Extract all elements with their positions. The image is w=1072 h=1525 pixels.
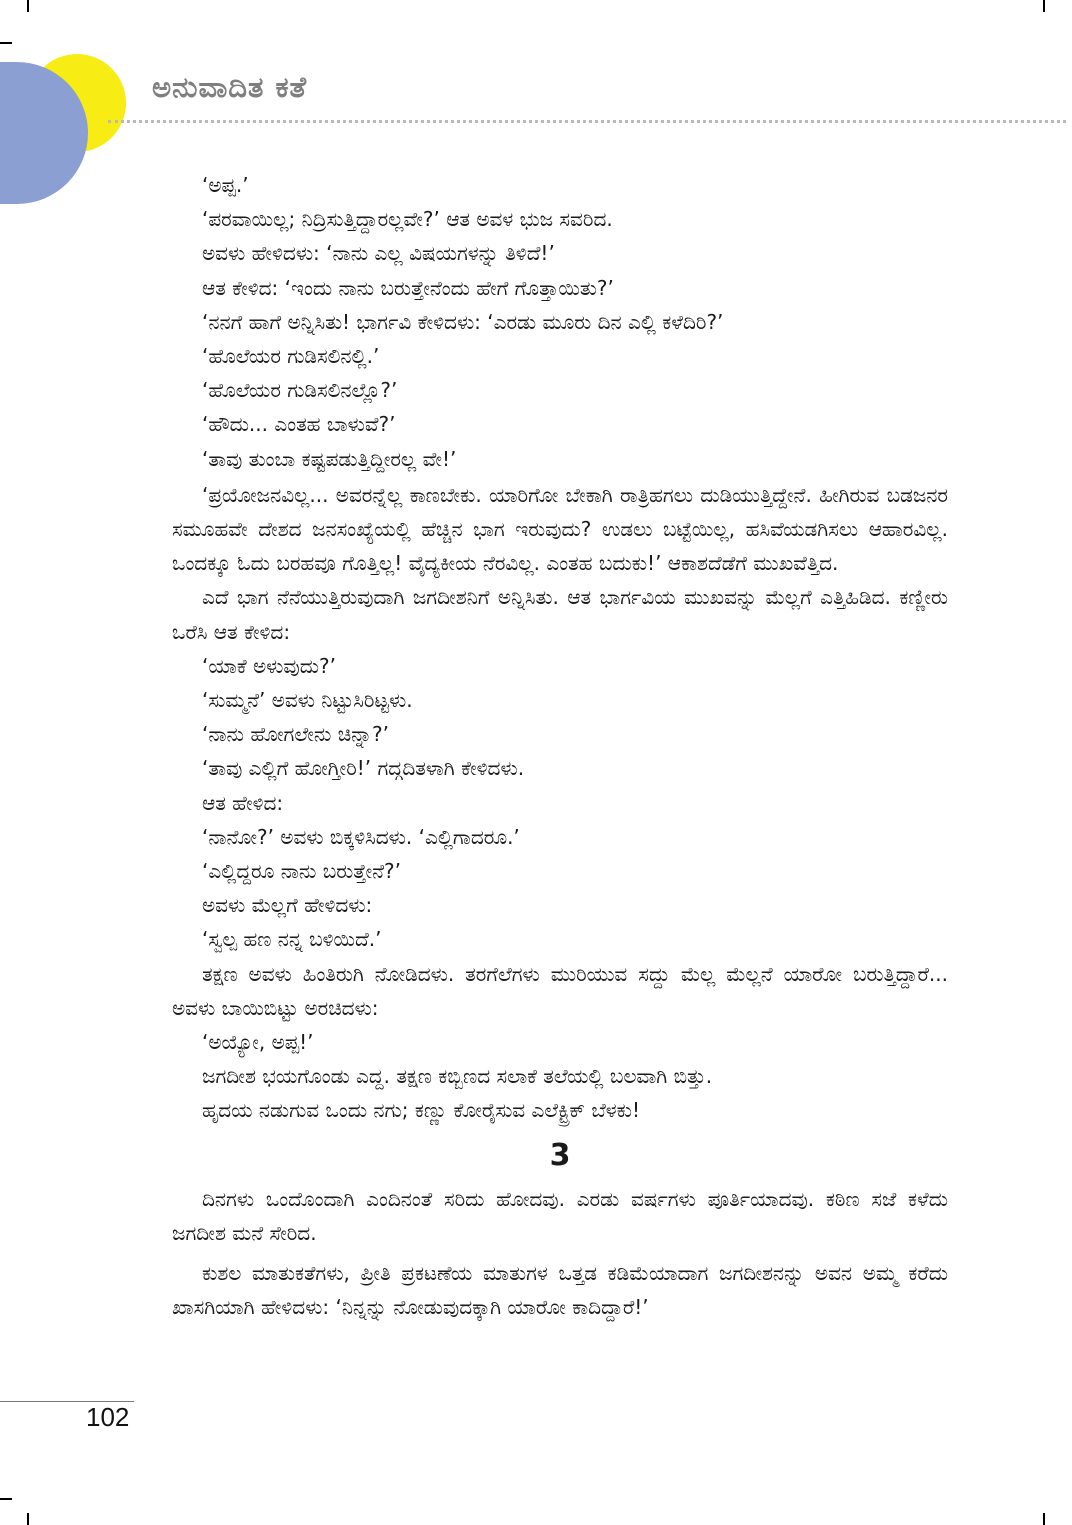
dialogue-line: ‘ಅಪ್ಪ.’: [202, 173, 249, 197]
paragraph: ಕುಶಲ ಮಾತುಕತೆಗಳು, ಪ್ರೀತಿ ಪ್ರಕಟಣೆಯ ಮಾತುಗಳ ಒತ್ತಡ ಕಡಿಮೆಯಾದಾಗ ಜಗದೀಶನನ್ನು ಅವನ ಅಮ್ಮ ಕರೆದು ಖಾಸಗಿಯಾಗಿ ಹೇಳಿದಳು: ‘ನಿನ್ನನ್ನು ನೋಡುವುದಕ್ಕಾಗಿ ಯಾರೋ ಕಾದಿದ್ದಾರೆ!’: [172, 1261, 948, 1320]
dialogue-line: ‘ಹೊಲೆಯರ ಗುಡಿಸಲಿನಲ್ಲೊ?’: [202, 378, 398, 403]
dialogue-line: ‘ನಾನು ಹೋಗಲೇನು ಚಿನ್ನಾ?’: [202, 722, 390, 747]
dialogue-line: ‘ನನಗೆ ಹಾಗೆ ಅನ್ನಿಸಿತು! ಭಾರ್ಗವಿ ಕೇಳಿದಳು: ‘ಎರಡು ಮೂರು ದಿನ ಎಲ್ಲಿ ಕಳೆದಿರಿ?’: [202, 309, 724, 334]
dialogue-line: ‘ಅಯ್ಯೋ, ಅಪ್ಪ!’: [202, 1030, 314, 1055]
paragraph: ತಕ್ಷಣ ಅವಳು ಹಿಂತಿರುಗಿ ನೋಡಿದಳು. ತರಗೆಲೆಗಳು ಮುರಿಯುವ ಸದ್ದು ಮೆಲ್ಲ ಮೆಲ್ಲನೆ ಯಾರೋ ಬರುತ್ತಿದ್ದಾರೆ... ಅವಳು ಬಾಯಿಬಿಟ್ಟು ಅರಚಿದಳು:: [172, 961, 948, 1020]
header-dotted-rule: [108, 120, 1066, 123]
dialogue-line: ಅವಳು ಮೆಲ್ಲಗೆ ಹೇಳಿದಳು:: [202, 893, 373, 918]
dialogue-line: ‘ಹೌದು... ಎಂತಹ ಬಾಳುವೆ?’: [202, 412, 396, 437]
crop-mark-top-right: [1043, 0, 1045, 12]
dialogue-line: ‘ಸುಮ್ಮನೆ’ ಅವಳು ನಿಟ್ಟುಸಿರಿಟ್ಟಳು.: [202, 688, 413, 713]
crop-mark-left-lower: [0, 1498, 12, 1500]
dialogue-line: ಜಗದೀಶ ಭಯಗೊಂಡು ಎದ್ದ. ತಕ್ಷಣ ಕಬ್ಬಿಣದ ಸಲಾಕೆ ತಲೆಯಲ್ಲಿ ಬಲವಾಗಿ ಬಿತ್ತು.: [202, 1064, 713, 1089]
dialogue-line: ಅವಳು ಹೇಳಿದಳು: ‘ನಾನು ಎಲ್ಲ ವಿಷಯಗಳನ್ನು ತಿಳಿದೆ!’: [202, 241, 555, 266]
dialogue-line: ‘ಯಾಕೆ ಅಳುವುದು?’: [202, 653, 336, 678]
story-body: [172, 168, 948, 1325]
crop-mark-top-left: [27, 0, 29, 12]
dialogue-line: ‘ನಾನೋ?’ ಅವಳು ಬಿಕ್ಕಳಿಸಿದಳು. ‘ಎಲ್ಲಿಗಾದರೂ.’: [202, 824, 520, 849]
crop-mark-left-upper: [0, 42, 12, 44]
dialogue-line: ಹೃದಯ ನಡುಗುವ ಒಂದು ನಗು; ಕಣ್ಣು ಕೋರೈಸುವ ಎಲೆಕ್ಟ್ರಿಕ್ ಬೆಳಕು!: [202, 1098, 641, 1123]
crop-mark-bottom-right: [1043, 1513, 1045, 1525]
dialogue-line: ಆತ ಹೇಳಿದ:: [202, 790, 284, 815]
dialogue-line: ಆತ ಕೇಳಿದ: ‘ಇಂದು ನಾನು ಬರುತ್ತೇನೆಂದು ಹೇಗೆ ಗೊತ್ತಾಯಿತು?’: [202, 275, 614, 300]
dialogue-line: ‘ಪರವಾಯಿಲ್ಲ; ನಿದ್ರಿಸುತ್ತಿದ್ದಾರಲ್ಲವೇ?’ ಆತ ಅವಳ ಭುಜ ಸವರಿದ.: [202, 207, 613, 232]
dialogue-line: ‘ಹೊಲೆಯರ ಗುಡಿಸಲಿನಲ್ಲಿ.’: [202, 344, 380, 369]
crop-mark-bottom-left: [27, 1513, 29, 1525]
dialogue-line: ‘ತಾವು ತುಂಬಾ ಕಷ್ಟಪಡುತ್ತಿದ್ದೀರಲ್ಲ ವೇ!’: [202, 446, 457, 471]
running-header-title: ಅನುವಾದಿತ ಕತೆ: [152, 70, 308, 104]
dialogue-line: ‘ತಾವು ಎಲ್ಲಿಗೆ ಹೋಗ್ತೀರಿ!’ ಗದ್ಗದಿತಳಾಗಿ ಕೇಳಿದಳು.: [202, 756, 525, 781]
dialogue-line: ‘ಎಲ್ಲಿದ್ದರೂ ನಾನು ಬರುತ್ತೇನೆ?’: [202, 859, 402, 884]
paragraph: ‘ಪ್ರಯೋಜನವಿಲ್ಲ... ಅವರನ್ನೆಲ್ಲ ಕಾಣಬೇಕು. ಯಾರಿಗೋ ಬೇಕಾಗಿ ರಾತ್ರಿಹಗಲು ದುಡಿಯುತ್ತಿದ್ದೇನೆ. ಹೀಗಿರುವ ಬಡಜನರ ಸಮೂಹವೇ ದೇಶದ ಜನಸಂಖ್ಯೆಯಲ್ಲಿ ಹೆಚ್ಚಿನ ಭಾಗ ಇರುವುದು? ಉಡಲು ಬಟ್ಟೆಯಿಲ್ಲ, ಹಸಿವೆಯಡಗಿಸಲು ಆಹಾರವಿಲ್ಲ. ಒಂದಕ್ಕೂ ಓದು ಬರಹವೂ ಗೊತ್ತಿಲ್ಲ! ವೈದ್ಯಕೀಯ ನೆರವಿಲ್ಲ. ಎಂತಹ ಬದುಕು!’ ಆಕಾಶದೆಡೆಗೆ ಮುಖವೆತ್ತಿದ.: [172, 482, 948, 576]
paragraph: ದಿನಗಳು ಒಂದೊಂದಾಗಿ ಎಂದಿನಂತೆ ಸರಿದು ಹೋದವು. ಎರಡು ವರ್ಷಗಳು ಪೂರ್ತಿಯಾದವು. ಕಠಿಣ ಸಜೆ ಕಳೆದು ಜಗದೀಶ ಮನೆ ಸೇರಿದ.: [172, 1186, 948, 1245]
section-number: 3: [549, 1137, 571, 1173]
dialogue-line: ‘ಸ್ವಲ್ಪ ಹಣ ನನ್ನ ಬಳಿಯಿದೆ.’: [202, 927, 382, 952]
paragraph: ಎದೆ ಭಾಗ ನೆನೆಯುತ್ತಿರುವುದಾಗಿ ಜಗದೀಶನಿಗೆ ಅನ್ನಿಸಿತು. ಆತ ಭಾರ್ಗವಿಯ ಮುಖವನ್ನು ಮೆಲ್ಲಗೆ ಎತ್ತಿಹಿಡಿದ. ಕಣ್ಣೀರು ಒರೆಸಿ ಆತ ಕೇಳಿದ:: [172, 585, 948, 644]
page-number: 102: [86, 1402, 130, 1432]
